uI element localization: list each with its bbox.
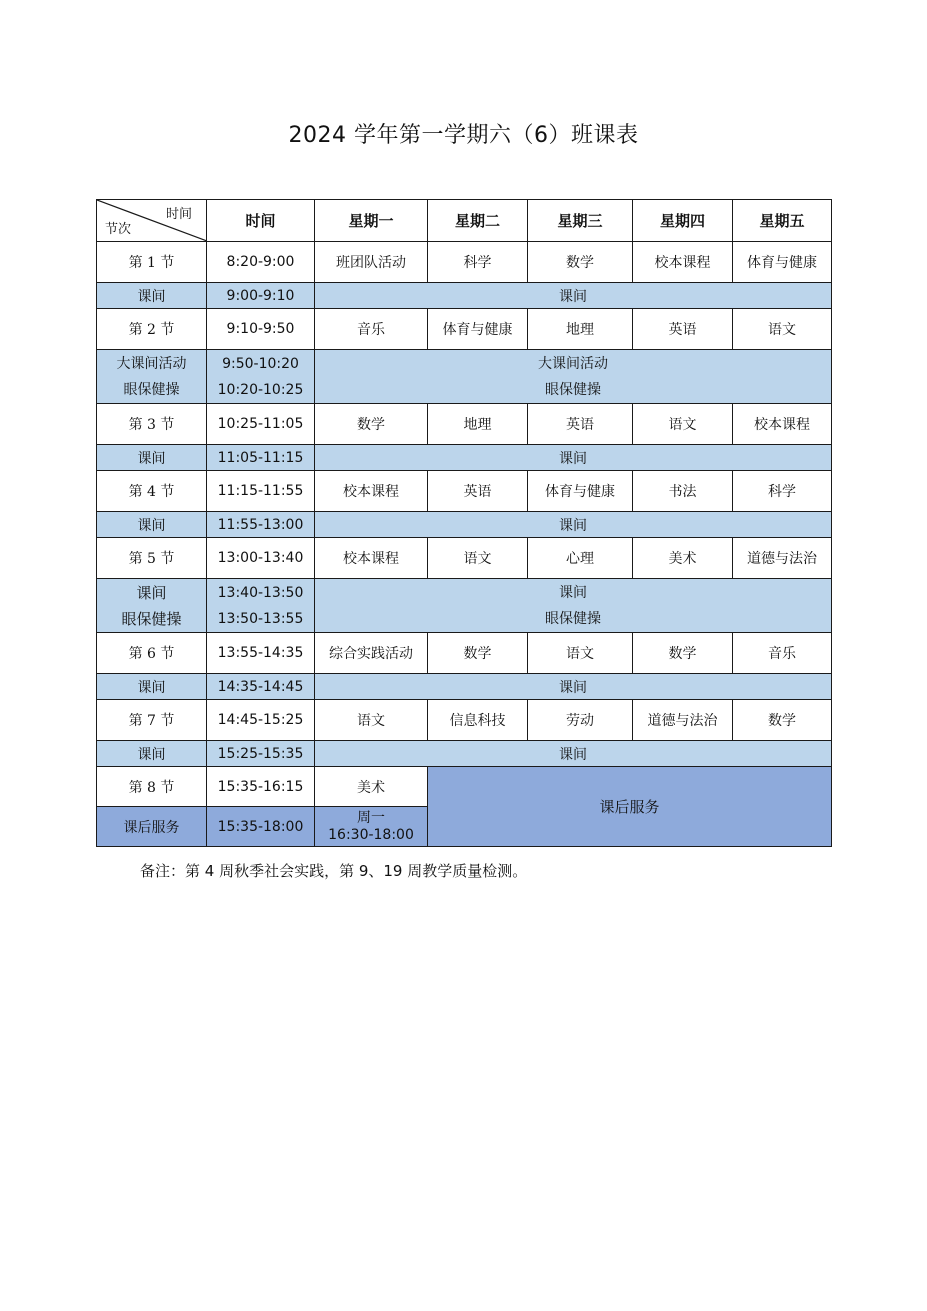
big-break-time [207, 350, 315, 404]
break-span: 课间 [315, 283, 832, 309]
corner-cell [97, 200, 207, 242]
period-time: 15:35-16:15 [207, 767, 315, 807]
after-school-span: 课后服务 [428, 767, 832, 847]
break-row [97, 674, 832, 700]
break-label: 课间 [97, 741, 207, 767]
subject-cell: 校本课程 [315, 471, 428, 512]
break-row [97, 445, 832, 471]
period-label: 第 7 节 [97, 700, 207, 741]
subject-cell: 信息科技 [428, 700, 528, 741]
subject-cell: 数学 [633, 633, 733, 674]
header-day: 星期一 [315, 200, 428, 242]
subject-cell: 班团队活动 [315, 242, 428, 283]
period-row [97, 309, 832, 350]
period-row [97, 404, 832, 445]
break-time: 11:55-13:00 [207, 512, 315, 538]
period-time: 10:25-11:05 [207, 404, 315, 445]
subject-cell: 语文 [633, 404, 733, 445]
eye-break-label-1: 课间 [136, 583, 167, 602]
break-label: 课间 [97, 283, 207, 309]
subject-cell: 道德与法治 [633, 700, 733, 741]
period-time: 8:20-9:00 [207, 242, 315, 283]
subject-cell: 语文 [528, 633, 633, 674]
subject-cell: 数学 [733, 700, 832, 741]
subject-cell: 心理 [528, 538, 633, 579]
break-span: 课间 [315, 741, 832, 767]
big-break-time-2: 10:20-10:25 [217, 381, 304, 398]
subject-cell: 音乐 [733, 633, 832, 674]
header-day: 星期四 [633, 200, 733, 242]
big-break-span-1: 大课间活动 [538, 355, 608, 372]
eye-break-row [97, 579, 832, 633]
period-label: 第 5 节 [97, 538, 207, 579]
after-school-monday [315, 807, 428, 847]
after-school-monday-day: 周一 [357, 809, 385, 826]
big-break-label-1: 大课间活动 [116, 355, 187, 372]
break-time: 14:35-14:45 [207, 674, 315, 700]
break-span: 课间 [315, 674, 832, 700]
break-label: 课间 [97, 512, 207, 538]
eye-break-label [97, 579, 207, 633]
period-label: 第 3 节 [97, 404, 207, 445]
period-label: 第 4 节 [97, 471, 207, 512]
period-time: 13:00-13:40 [207, 538, 315, 579]
eye-break-time-1: 13:40-13:50 [217, 584, 304, 601]
big-break-span-2: 眼保健操 [545, 381, 601, 398]
subject-cell: 体育与健康 [428, 309, 528, 350]
period-label: 第 1 节 [97, 242, 207, 283]
big-break-label-2: 眼保健操 [123, 381, 180, 398]
header-time: 时间 [207, 200, 315, 242]
break-label: 课间 [97, 674, 207, 700]
header-day: 星期五 [733, 200, 832, 242]
period-row [97, 633, 832, 674]
subject-cell: 数学 [528, 242, 633, 283]
break-span: 课间 [315, 512, 832, 538]
subject-cell: 书法 [633, 471, 733, 512]
period-row [97, 767, 832, 807]
period-time: 14:45-15:25 [207, 700, 315, 741]
subject-cell: 地理 [428, 404, 528, 445]
eye-break-time [207, 579, 315, 633]
subject-cell: 英语 [428, 471, 528, 512]
period-row [97, 538, 832, 579]
subject-cell: 校本课程 [633, 242, 733, 283]
break-time: 11:05-11:15 [207, 445, 315, 471]
subject-cell: 体育与健康 [528, 471, 633, 512]
eye-break-span [315, 579, 832, 633]
period-row [97, 471, 832, 512]
break-time: 9:00-9:10 [207, 283, 315, 309]
after-school-time: 15:35-18:00 [207, 807, 315, 847]
break-span: 课间 [315, 445, 832, 471]
subject-cell: 道德与法治 [733, 538, 832, 579]
subject-cell: 音乐 [315, 309, 428, 350]
corner-period-label: 节次 [105, 222, 132, 237]
subject-cell: 数学 [315, 404, 428, 445]
break-time: 15:25-15:35 [207, 741, 315, 767]
subject-cell: 美术 [633, 538, 733, 579]
subject-cell: 美术 [315, 767, 428, 807]
timetable [96, 199, 832, 847]
subject-cell: 数学 [428, 633, 528, 674]
header-day: 星期三 [528, 200, 633, 242]
break-row [97, 283, 832, 309]
subject-cell: 综合实践活动 [315, 633, 428, 674]
subject-cell: 语文 [428, 538, 528, 579]
period-time: 9:10-9:50 [207, 309, 315, 350]
period-label: 第 2 节 [97, 309, 207, 350]
period-time: 11:15-11:55 [207, 471, 315, 512]
after-school-monday-time: 16:30-18:00 [328, 826, 414, 843]
big-break-span [315, 350, 832, 404]
period-row [97, 700, 832, 741]
header-row [97, 200, 832, 242]
subject-cell: 校本课程 [315, 538, 428, 579]
subject-cell: 科学 [733, 471, 832, 512]
footnote: 备注：第 4 周秋季社会实践，第 9、19 周教学质量检测。 [140, 862, 528, 880]
subject-cell: 体育与健康 [733, 242, 832, 283]
eye-break-span-1: 课间 [559, 584, 587, 601]
period-time: 13:55-14:35 [207, 633, 315, 674]
period-row [97, 242, 832, 283]
big-break-time-1: 9:50-10:20 [222, 355, 299, 372]
subject-cell: 校本课程 [733, 404, 832, 445]
subject-cell: 语文 [315, 700, 428, 741]
eye-break-span-2: 眼保健操 [545, 610, 601, 627]
period-label: 第 8 节 [97, 767, 207, 807]
subject-cell: 地理 [528, 309, 633, 350]
break-row [97, 741, 832, 767]
period-label: 第 6 节 [97, 633, 207, 674]
break-row [97, 512, 832, 538]
subject-cell: 劳动 [528, 700, 633, 741]
subject-cell: 英语 [633, 309, 733, 350]
big-break-row [97, 350, 832, 404]
subject-cell: 语文 [733, 309, 832, 350]
header-day: 星期二 [428, 200, 528, 242]
corner-time-label: 时间 [165, 207, 192, 222]
after-school-label: 课后服务 [97, 807, 207, 847]
page-title: 2024 学年第一学期六（6）班课表 [288, 123, 639, 148]
eye-break-label-2: 眼保健操 [121, 609, 182, 628]
subject-cell: 英语 [528, 404, 633, 445]
break-label: 课间 [97, 445, 207, 471]
big-break-label [97, 350, 207, 404]
subject-cell: 科学 [428, 242, 528, 283]
eye-break-time-2: 13:50-13:55 [217, 610, 304, 627]
